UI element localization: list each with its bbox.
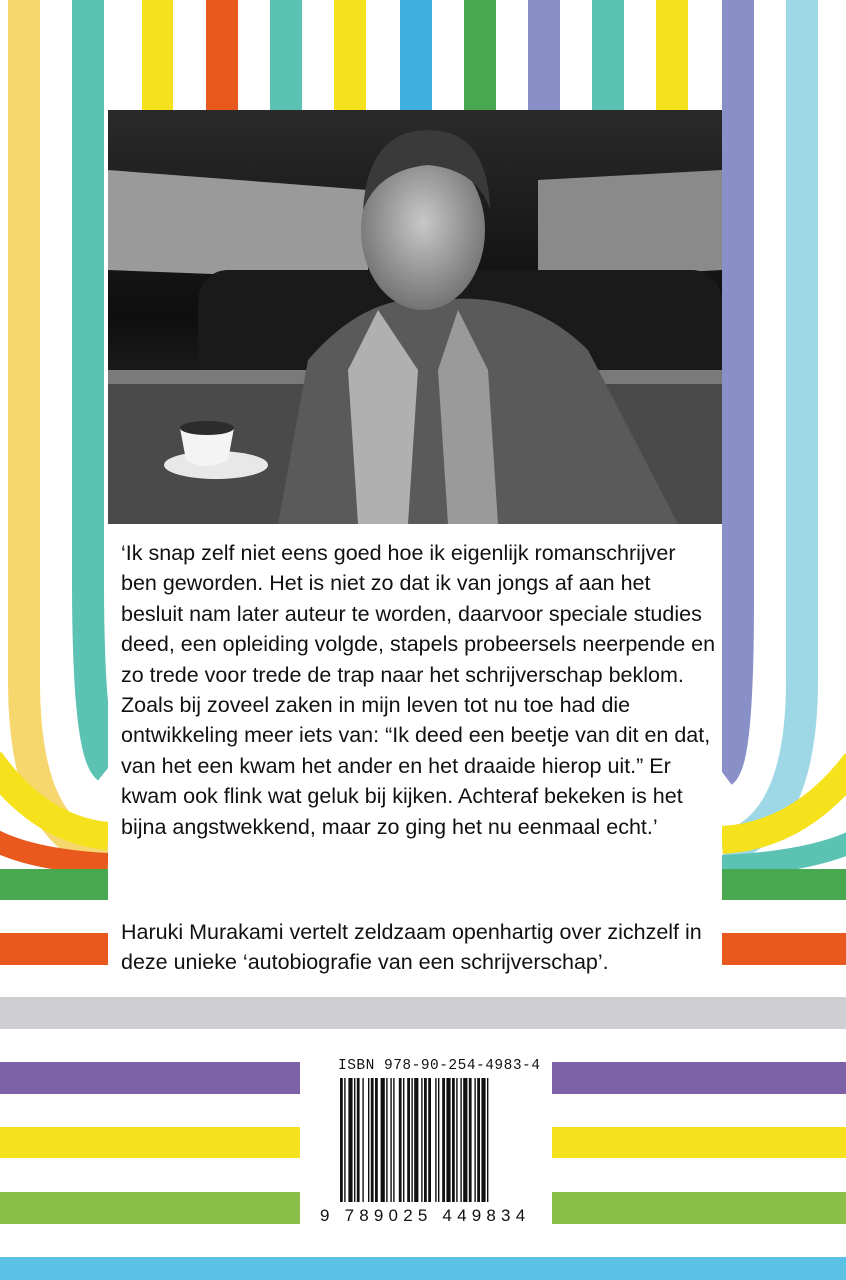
book-blurb: Haruki Murakami vertelt zeldzaam openhartig over zichzelf in deze unieke ‘autobiografie van een schrijverschap’. [121,920,702,975]
author-photo [108,110,722,524]
author-quote: ‘Ik snap zelf niet eens goed hoe ik eigenlijk romanschrijver ben geworden. Het is niet zo dat ik van jongs af aan het besluit nam later auteur te worden, daarvoor speciale studies deed, een opleiding volgde, stapels probeersels neerpende en zo trede voor trede de trap naar het schrijverschap beklom. Zoals bij zoveel zaken in mijn leven tot nu toe had die ontwikkeling meer iets van: “Ik deed een beetje van dit en dat, van het een kwam het ander en het draaide hierop uit.” Er kwam ook flink wat geluk bij kijken. Achteraf bekeken is het bijna angstwekkend, maar zo ging het nu eenmaal echt.’ [121,541,716,839]
isbn-label: ISBN 978-90-254-4983-4 [338,1058,541,1074]
ean-number: 9 789025 449834 [320,1206,531,1225]
barcode-icon [340,1078,530,1202]
